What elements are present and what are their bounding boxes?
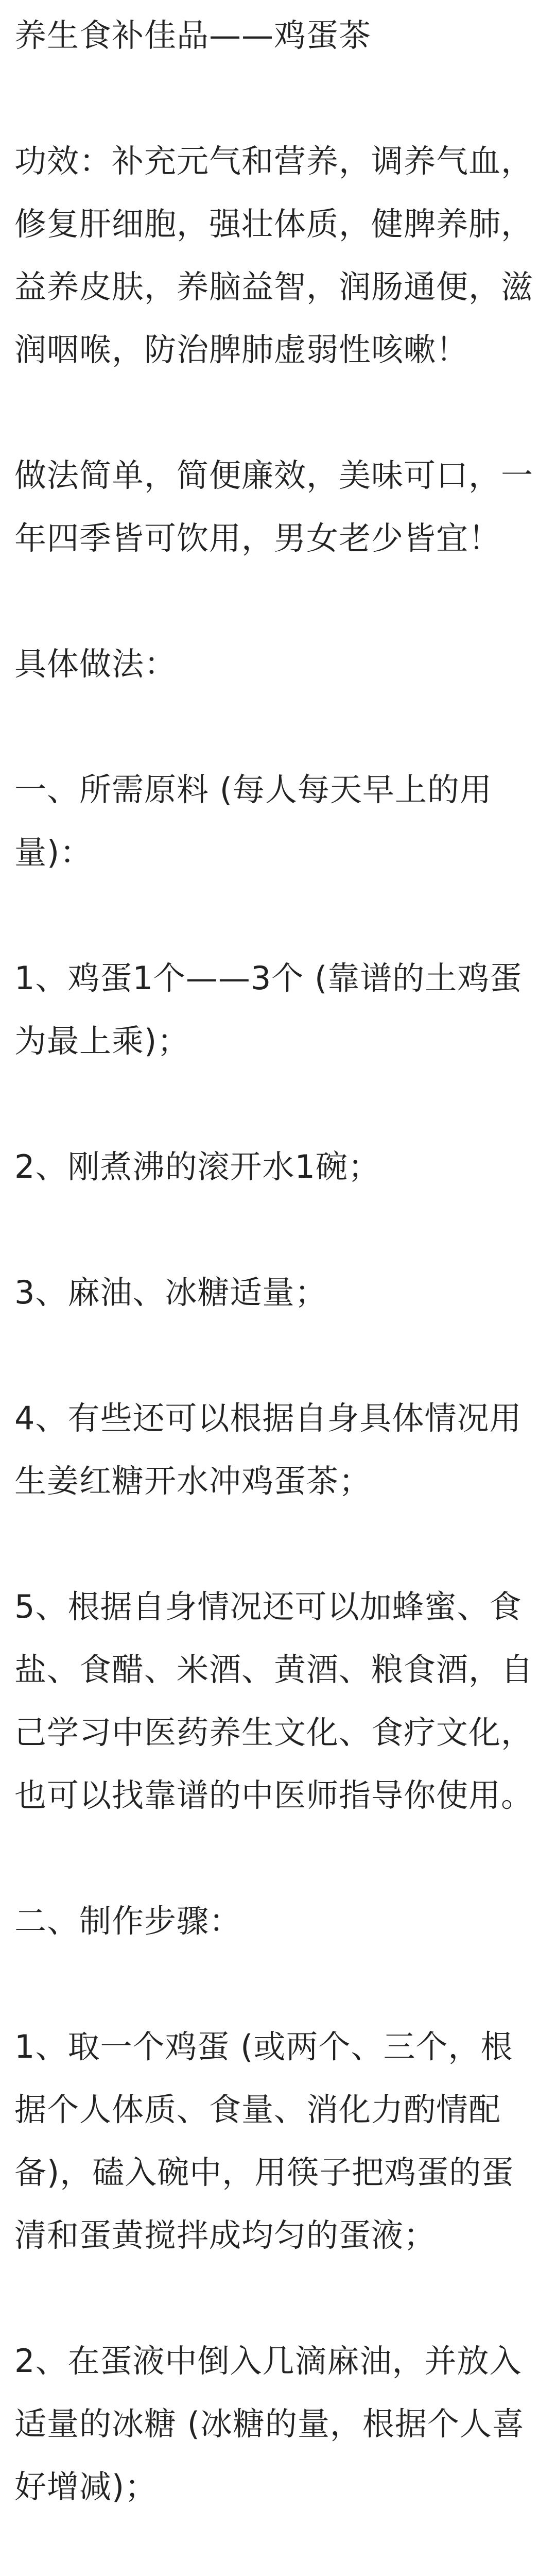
step-item-2: 2、在蛋液中倒入几滴麻油，并放入适量的冰糖 (冰糖的量，根据个人喜好增减)；	[14, 2342, 525, 2505]
ingredient-item-3: 3、麻油、冰糖适量；	[14, 1274, 327, 1311]
section-method-heading: 具体做法：	[14, 645, 177, 683]
ingredient-item-2: 2、刚煮沸的滚开水1碗；	[14, 1148, 380, 1185]
paragraph-efficacy: 功效：补充元气和营养，调养气血，修复肝细胞，强壮体质，健脾养肺，益养皮肤，养脑益智，润肠通便，滋润咽喉，防治脾肺虚弱性咳嗽！	[14, 142, 534, 368]
section-ingredients-heading: 一、所需原料 (每人每天早上的用量)：	[14, 771, 492, 871]
paragraph-summary: 做法简单，简便廉效，美味可口，一年四季皆可饮用，男女老少皆宜！	[14, 456, 534, 557]
step-item-1: 1、取一个鸡蛋 (或两个、三个，根据个人体质、食量、消化力酌情配备)，磕入碗中，用筷子把鸡蛋的蛋清和蛋黄搅拌成均匀的蛋液；	[14, 2028, 514, 2254]
ingredient-item-5: 5、根据自身情况还可以加蜂蜜、食盐、食醋、米酒、黄酒、粮食酒，自己学习中医药养生文化、食疗文化，也可以找靠谱的中医师指导你使用。	[14, 1588, 534, 1814]
section-steps-heading: 二、制作步骤：	[14, 1902, 242, 1940]
article-title: 养生食补佳品——鸡蛋茶	[14, 16, 372, 54]
ingredient-item-1: 1、鸡蛋1个——3个 (靠谱的土鸡蛋为最上乘)；	[14, 959, 523, 1060]
ingredient-item-4: 4、有些还可以根据自身具体情况用生姜红糖开水冲鸡蛋茶；	[14, 1399, 522, 1500]
